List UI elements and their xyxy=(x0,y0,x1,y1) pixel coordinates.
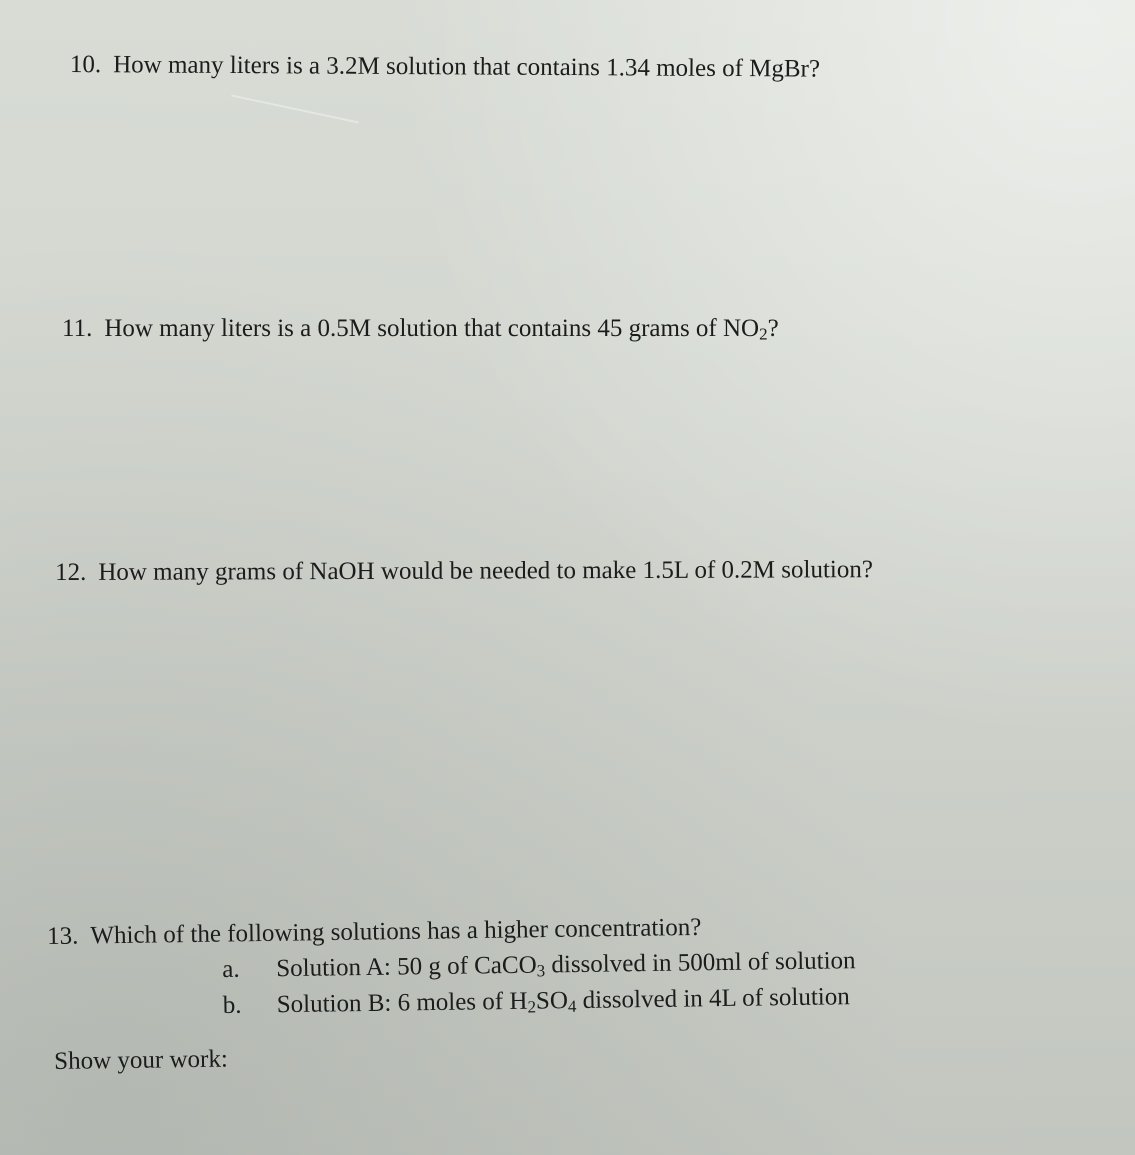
option-text-mid: SO xyxy=(535,987,569,1015)
question-text: How many grams of NaOH would be needed to make 1.5L of 0.2M solution? xyxy=(98,556,873,586)
question-10 xyxy=(70,50,820,85)
question-number: 12. xyxy=(55,558,87,586)
subscript: 2 xyxy=(527,997,537,1017)
question-text: How many liters is a 0.5M solution that contains 45 grams of NO xyxy=(104,315,760,342)
question-text: Which of the following solutions has a higher concentration? xyxy=(90,913,702,950)
question-13-options xyxy=(222,943,856,1025)
option-letter: a. xyxy=(222,955,240,983)
subscript: 3 xyxy=(536,961,546,981)
option-text-end: dissolved in 4L of solution xyxy=(576,983,850,1015)
option-text: Solution A: 50 g of CaCO xyxy=(276,951,537,983)
question-number: 13. xyxy=(47,922,79,950)
question-12 xyxy=(55,555,873,588)
subscript: 2 xyxy=(759,324,768,344)
show-work-label: Show your work: xyxy=(54,1045,228,1075)
question-number: 11. xyxy=(62,315,93,342)
question-number: 10. xyxy=(69,50,102,79)
option-b xyxy=(223,980,857,1025)
option-text: Solution B: 6 moles of H xyxy=(276,988,528,1019)
option-text-end: dissolved in 500ml of solution xyxy=(544,947,856,979)
question-text-end: ? xyxy=(767,315,779,342)
question-text: How many liters is a 3.2M solution that contains 1.34 moles of MgBr? xyxy=(113,51,821,83)
question-11 xyxy=(62,314,779,345)
paper-crease xyxy=(231,95,359,124)
subscript: 4 xyxy=(567,997,577,1017)
option-letter: b. xyxy=(222,992,242,1020)
